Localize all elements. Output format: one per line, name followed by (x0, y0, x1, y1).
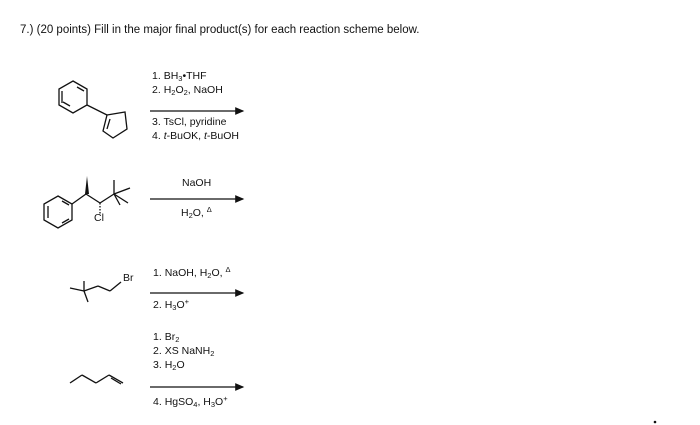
subscript: 2 (188, 211, 193, 220)
subscript: 2 (210, 349, 215, 358)
scheme3-reagent-above (153, 267, 230, 279)
reagent-text: O, (211, 267, 226, 279)
reagent-text: O (176, 359, 185, 371)
step-number: 2. (153, 345, 162, 357)
phenylcyclopentene-structure (59, 81, 127, 138)
scheme2-reagent-above: NaOH (182, 177, 212, 189)
chlorine-atom-label: Cl (94, 212, 104, 224)
step-number: 4. (153, 396, 162, 408)
heat-symbol: Δ (225, 265, 231, 274)
scheme1-reagents-below (152, 116, 239, 142)
reagent-text: O, (192, 207, 207, 219)
italic-prefix: t (203, 130, 207, 142)
subscript: 2 (171, 88, 176, 97)
reagent-line (152, 116, 239, 128)
reagent-line (153, 331, 214, 343)
subscript: 3 (178, 74, 183, 83)
reagent-text: Br (164, 331, 176, 343)
reagent-text: H (181, 207, 189, 219)
scheme2-conditions-below (181, 207, 212, 219)
reagent-line (153, 359, 214, 371)
alkyl-bromide-structure (70, 281, 121, 302)
scheme4-reagents-above (153, 331, 214, 371)
step-number: 1. (153, 331, 162, 343)
reagent-text: -BuOK, (166, 130, 204, 142)
reagent-line (152, 84, 223, 96)
reagent-text: XS NaNH (164, 345, 211, 357)
step-number: 1. (152, 70, 161, 82)
subscript: 4 (193, 400, 198, 409)
reagent-text: H (164, 299, 173, 311)
reagent-text: BH (163, 70, 179, 82)
reagent-line (152, 130, 239, 142)
subscript: 2 (172, 363, 177, 372)
scheme1-reagents-above (152, 70, 223, 96)
reagent-line (152, 70, 223, 82)
bromine-atom-label: Br (123, 272, 134, 284)
page-dot (654, 421, 657, 424)
superscript: + (184, 297, 190, 306)
reagent-line (153, 345, 214, 357)
reagent-text: , NaOH (187, 84, 223, 96)
step-number: 4. (152, 130, 161, 142)
reagent-text: HgSO (164, 396, 194, 408)
subscript: 2 (183, 88, 188, 97)
subscript: 2 (207, 271, 212, 280)
reagent-text: O (215, 396, 224, 408)
step-number: 3. (153, 359, 162, 371)
scheme4-reagent-below (153, 396, 228, 408)
reagent-text: TsCl, pyridine (163, 116, 227, 128)
reagent-text: NaOH, H (164, 267, 208, 279)
subscript: 2 (175, 335, 180, 344)
reagent-text: , H (197, 396, 211, 408)
step-number: 3. (152, 116, 161, 128)
superscript: + (223, 394, 228, 403)
step-number: 1. (153, 267, 162, 279)
question-text: 7.) (20 points) Fill in the major final product(s) for each reaction scheme below. (20, 24, 420, 36)
step-number: 2. (152, 84, 161, 96)
reagent-text: •THF (182, 70, 207, 82)
italic-prefix: t (163, 130, 167, 142)
terminal-alkene-structure (70, 375, 123, 384)
reagent-text: H (164, 359, 173, 371)
heat-symbol: Δ (206, 205, 212, 214)
scheme3-reagent-below (153, 299, 189, 311)
wedge-bond (85, 176, 89, 194)
subscript: 3 (210, 400, 216, 409)
reagent-text: O (176, 299, 185, 311)
step-number: 2. (153, 299, 162, 311)
reagent-text: H (163, 84, 172, 96)
reagent-text: O (175, 84, 184, 96)
reagent-text: -BuOH (206, 130, 239, 142)
subscript: 3 (172, 303, 177, 312)
